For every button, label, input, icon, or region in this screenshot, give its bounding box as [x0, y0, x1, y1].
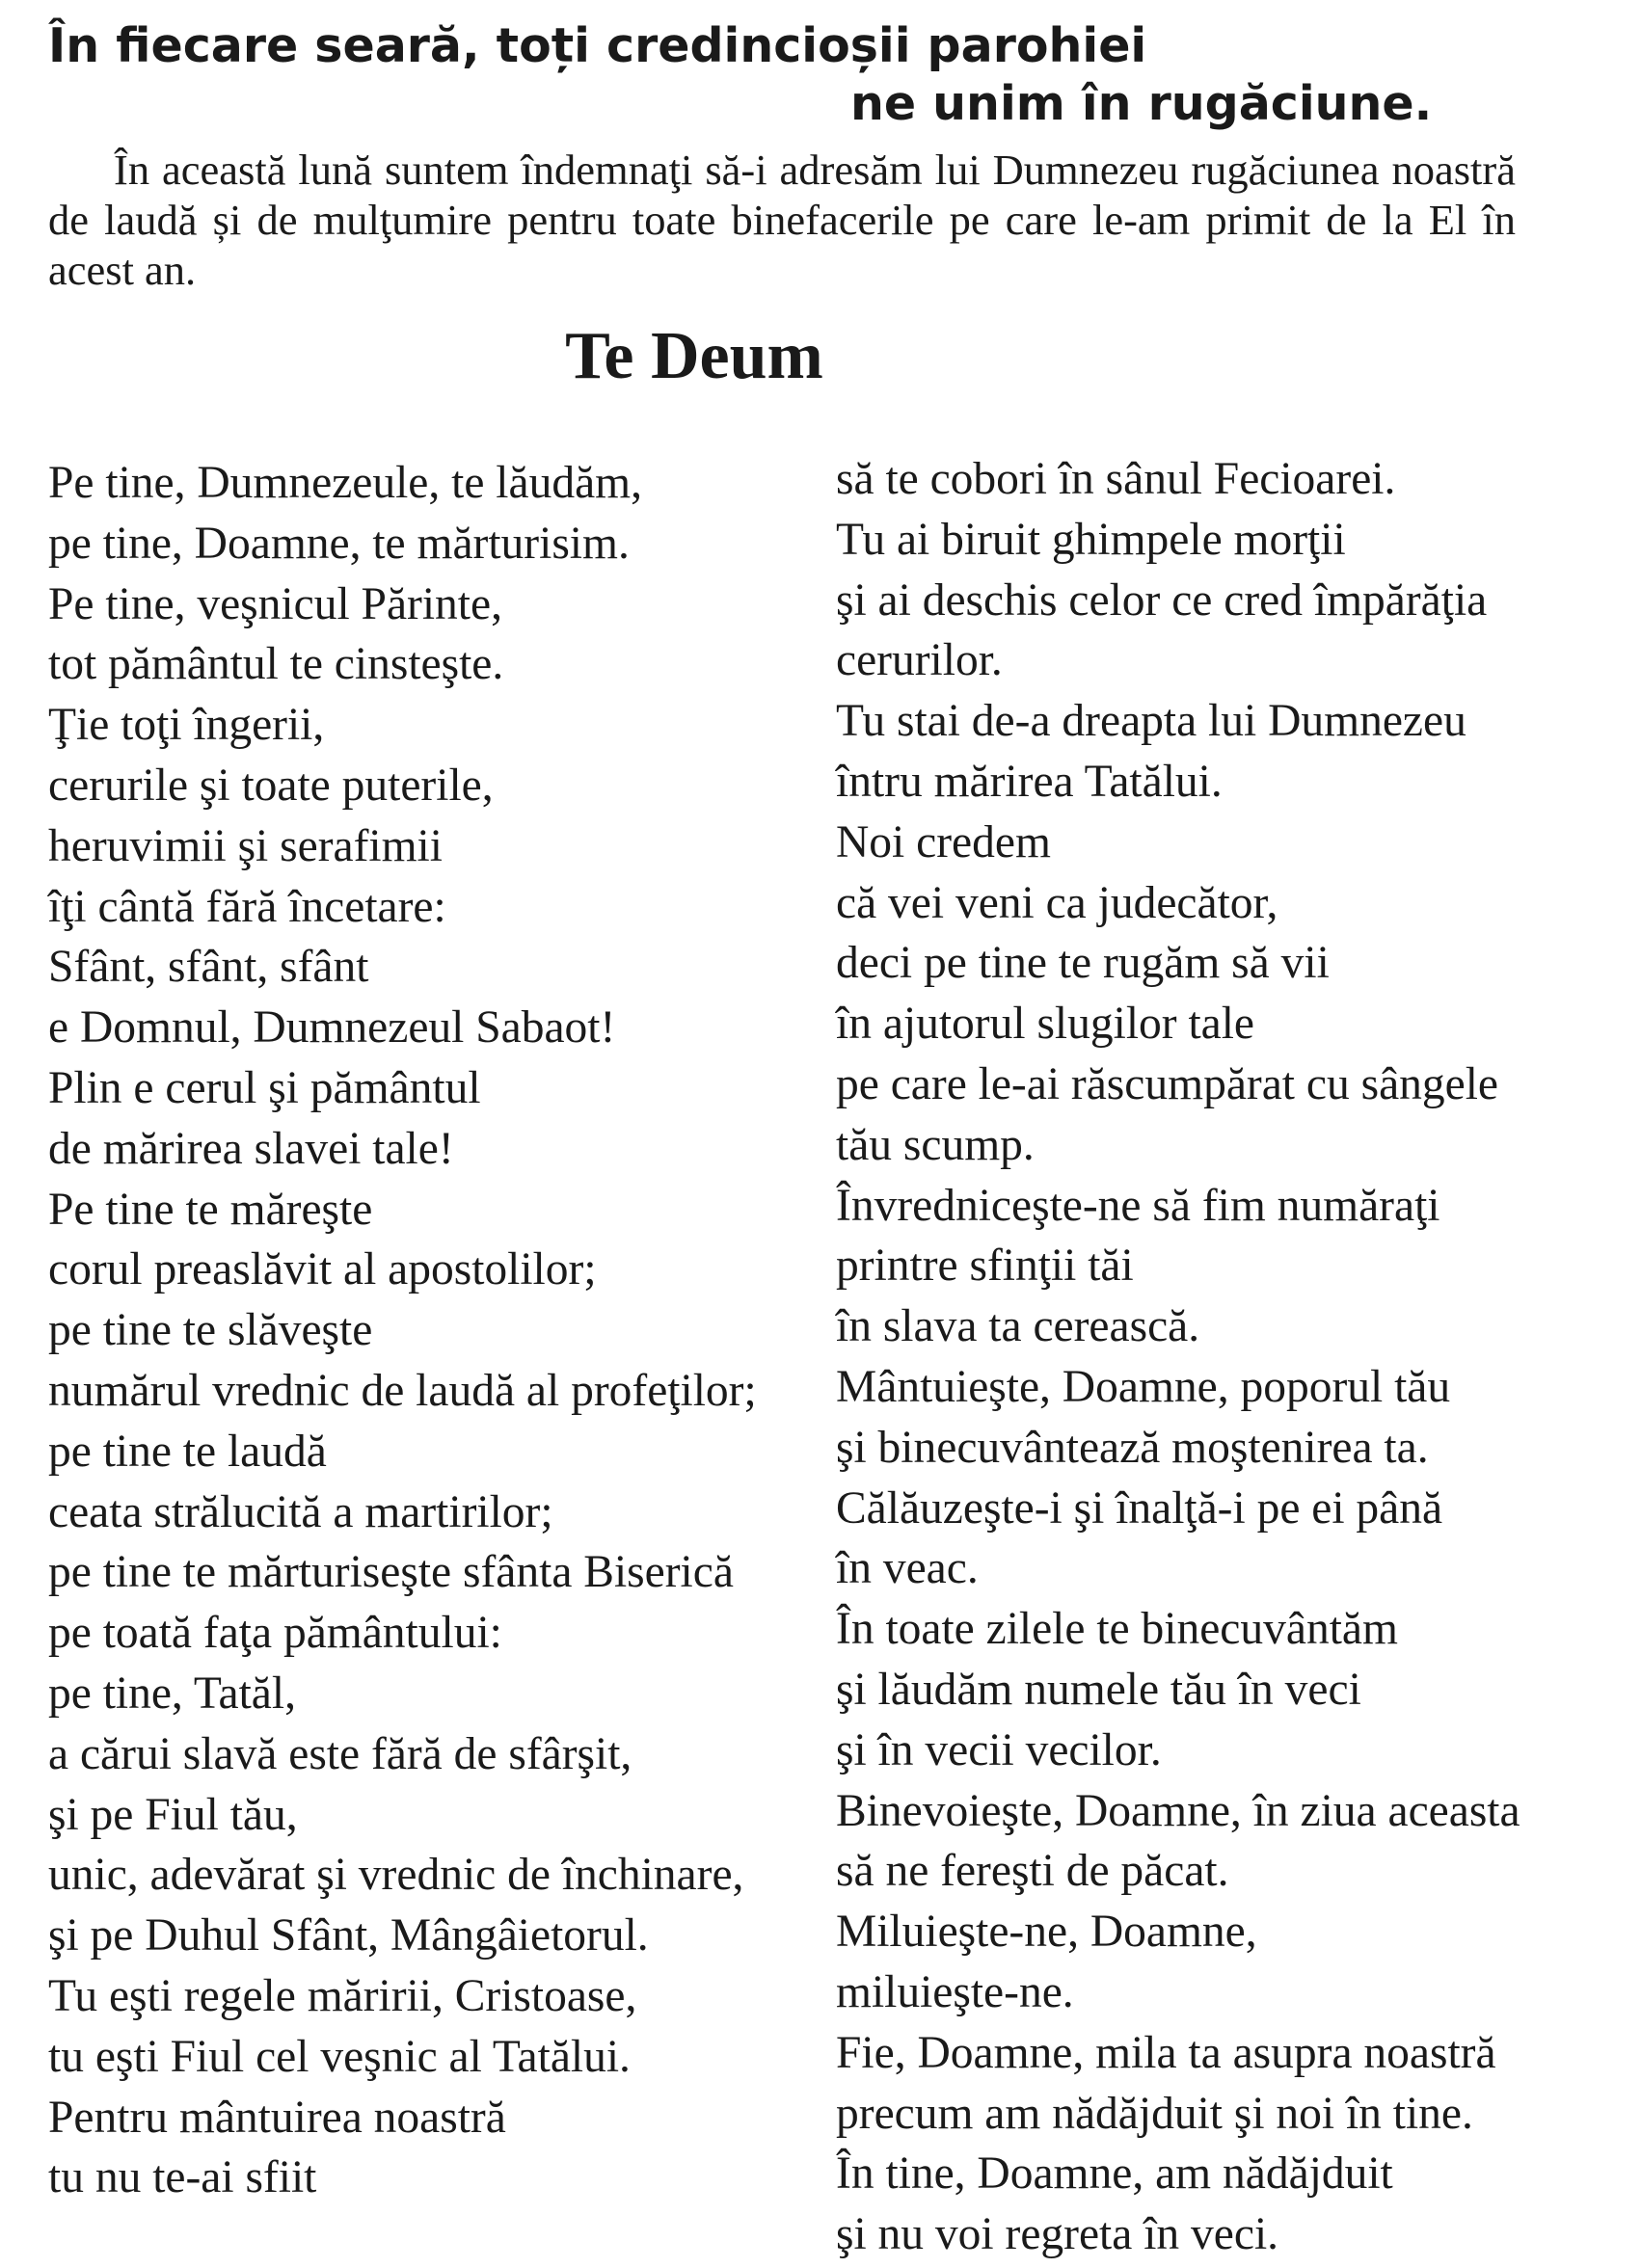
poem-line: Ţie toţi îngerii,	[48, 700, 325, 751]
poem-title: Te Deum	[565, 319, 823, 393]
poem-line: Călăuzeşte-i şi înalţă-i pe ei până	[836, 1482, 1443, 1534]
poem-line: precum am nădăjduit şi noi în tine.	[836, 2088, 1473, 2139]
poem-line: pe tine, Doamne, te mărturisim.	[48, 518, 630, 569]
poem-line: Pentru mântuirea noastră	[48, 2092, 506, 2143]
heading-line-2: ne unim în rugăciune.	[850, 76, 1433, 131]
poem-line: şi binecuvântează moştenirea ta.	[836, 1422, 1429, 1473]
poem-line: e Domnul, Dumnezeul Sabaot!	[48, 1002, 616, 1054]
poem-line: Pe tine, veşnicul Părinte,	[48, 578, 502, 629]
poem-line: cerurile şi toate puterile,	[48, 760, 494, 811]
poem-line: pe care le-ai răscumpărat cu sângele	[836, 1058, 1499, 1109]
poem-line: tău scump.	[836, 1119, 1035, 1170]
poem-line: heruvimii şi serafimii	[48, 820, 443, 871]
poem-line: Noi credem	[836, 816, 1051, 867]
poem-line: ceata strălucită a martirilor;	[48, 1486, 553, 1537]
poem-line: şi lăudăm numele tău în veci	[836, 1664, 1361, 1715]
poem-line: Fie, Doamne, mila ta asupra noastră	[836, 2027, 1496, 2078]
poem-line: deci pe tine te rugăm să vii	[836, 938, 1330, 989]
poem-line: corul preaslăvit al apostolilor;	[48, 1244, 597, 1295]
page-heading	[48, 17, 1475, 133]
poem-line: Miluieşte-ne, Doamne,	[836, 1907, 1257, 1958]
poem-line: Mântuieşte, Doamne, poporul tău	[836, 1361, 1451, 1412]
intro-paragraph: În această lună suntem îndemnaţi să-i adresăm lui Dumnezeu rugăciunea noastră de laudă și de mulţumire pentru toate binefacerile pe care le-am primit de la El în acest an.	[48, 146, 1516, 294]
poem-line: Învredniceşte-ne să fim număraţi	[836, 1180, 1440, 1231]
poem-line: în veac.	[836, 1543, 979, 1594]
poem-line: în ajutorul slugilor tale	[836, 999, 1255, 1050]
poem-line: şi pe Fiul tău,	[48, 1789, 298, 1840]
poem-line: printre sfinţii tăi	[836, 1241, 1134, 1292]
poem-line: îţi cântă fără încetare:	[48, 881, 446, 932]
poem-line: Pe tine te măreşte	[48, 1184, 373, 1235]
poem-line: şi în vecii vecilor.	[836, 1724, 1162, 1775]
poem-line: tu eşti Fiul cel veşnic al Tatălui.	[48, 2031, 631, 2082]
poem-line: Tu ai biruit ghimpele morţii	[836, 514, 1346, 565]
poem-line: a cărui slavă este fără de sfârşit,	[48, 1728, 632, 1779]
poem-line: Sfânt, sfânt, sfânt	[48, 942, 369, 993]
poem-line: şi ai deschis celor ce cred împărăţia	[836, 574, 1488, 626]
poem-line: cerurilor.	[836, 635, 1003, 686]
poem-line: şi nu voi regreta în veci.	[836, 2209, 1279, 2260]
poem-line: unic, adevărat şi vrednic de închinare,	[48, 1850, 744, 1901]
poem-line: şi pe Duhul Sfânt, Mângâietorul.	[48, 1910, 649, 1961]
poem-line: să ne fereşti de păcat.	[836, 1846, 1229, 1897]
poem-left-column	[48, 453, 820, 2208]
poem-line: Binevoieşte, Doamne, în ziua aceasta	[836, 1785, 1520, 1836]
poem-line: întru mărirea Tatălui.	[836, 756, 1223, 807]
poem-line: în slava ta cerească.	[836, 1301, 1200, 1352]
poem-line: Pe tine, Dumnezeule, te lăudăm,	[48, 458, 642, 508]
poem-line: pe tine te slăveşte	[48, 1305, 373, 1356]
poem-line: tot pământul te cinsteşte.	[48, 639, 504, 690]
poem-line: Tu eşti regele măririi, Cristoase,	[48, 1970, 637, 2021]
heading-line-1: În fiecare seară, toți credincioșii parohiei	[48, 18, 1147, 73]
poem-line: pe tine te laudă	[48, 1426, 327, 1477]
poem-line: numărul vrednic de laudă al profeţilor;	[48, 1365, 757, 1416]
poem-line: În tine, Doamne, am nădăjduit	[836, 2148, 1393, 2200]
poem-line: pe tine, Tatăl,	[48, 1668, 296, 1719]
poem-line: să te cobori în sânul Fecioarei.	[836, 454, 1396, 504]
poem-line: miluieşte-ne.	[836, 1966, 1074, 2017]
poem-line: tu nu te-ai sfiit	[48, 2152, 317, 2203]
poem-line: Tu stai de-a dreapta lui Dumnezeu	[836, 696, 1466, 747]
poem-line: În toate zilele te binecuvântăm	[836, 1604, 1398, 1655]
poem-line: pe tine te mărturiseşte sfânta Biserică	[48, 1547, 734, 1598]
poem-right-column	[836, 449, 1607, 2265]
poem-line: pe toată faţa pământului:	[48, 1608, 502, 1659]
poem-line: de mărirea slavei tale!	[48, 1123, 454, 1174]
poem-line: Plin e cerul şi pământul	[48, 1062, 481, 1113]
poem-line: că vei veni ca judecător,	[836, 877, 1278, 928]
